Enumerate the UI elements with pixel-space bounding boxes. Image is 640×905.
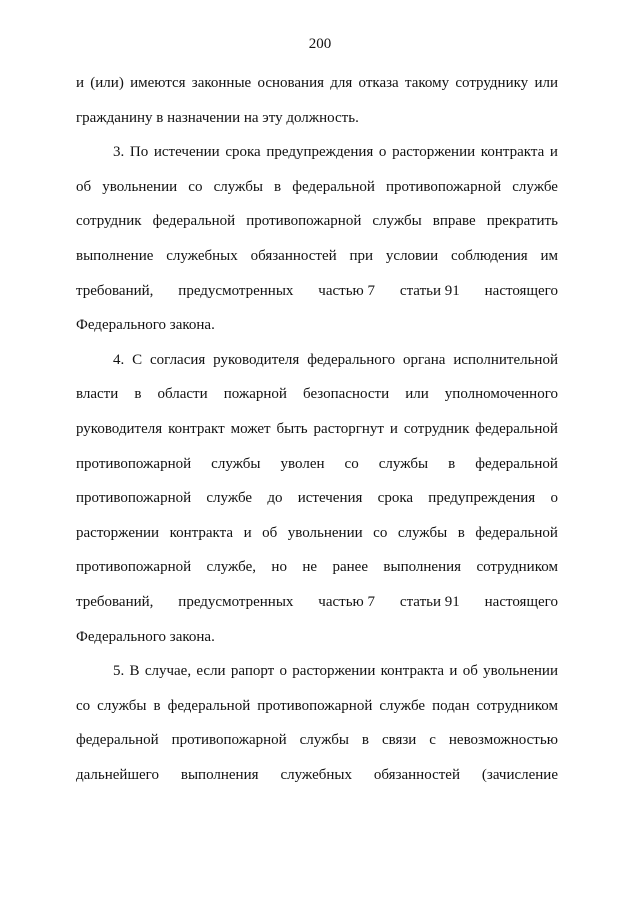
page-number: 200: [308, 36, 332, 52]
text-line: противопожарной службы уволен со службы в федеральной: [76, 455, 558, 472]
text-line: и (или) имеются законные основания для отказа такому сотруднику или: [76, 75, 558, 91]
text-line: 5. В случае, если рапорт о расторжении контракта и об увольнении: [113, 663, 558, 680]
text-line: Федерального закона.: [76, 628, 215, 645]
text-line: Федерального закона.: [76, 317, 215, 334]
text-line: гражданину в назначении на эту должность.: [76, 109, 359, 126]
text-line: расторжении контракта и об увольнении со службы в федеральной: [76, 524, 558, 541]
text-line: противопожарной службе, но не ранее выполнения сотрудником: [76, 559, 558, 576]
text-line: дальнейшего выполнения служебных обязанностей (зачисление: [76, 766, 558, 783]
text-line: 4. С согласия руководителя федерального органа исполнительной: [113, 351, 558, 368]
text-line: руководителя контракт может быть расторгнут и сотрудник федеральной: [76, 420, 558, 437]
text-line: выполнение служебных обязанностей при условии соблюдения им: [76, 247, 558, 264]
paragraph: [76, 66, 558, 135]
paragraph: [76, 343, 558, 654]
text-line: федеральной противопожарной службы в связи с невозможностью: [76, 732, 558, 749]
text-line: требований, предусмотренных частью 7 статьи 91 настоящего: [76, 282, 558, 299]
text-line: требований, предусмотренных частью 7 статьи 91 настоящего: [76, 593, 558, 610]
text-line: об увольнении со службы в федеральной противопожарной службе: [76, 178, 558, 195]
paragraph: [76, 135, 558, 343]
paragraph: [76, 654, 558, 792]
text-line: 3. По истечении срока предупреждения о расторжении контракта и: [113, 144, 558, 161]
text-line: противопожарной службе до истечения срока предупреждения о: [76, 490, 558, 507]
text-line: власти в области пожарной безопасности или уполномоченного: [76, 386, 558, 403]
text-line: сотрудник федеральной противопожарной службы вправе прекратить: [76, 213, 558, 230]
document-body: [76, 66, 558, 792]
text-line: со службы в федеральной противопожарной службе подан сотрудником: [76, 697, 558, 714]
